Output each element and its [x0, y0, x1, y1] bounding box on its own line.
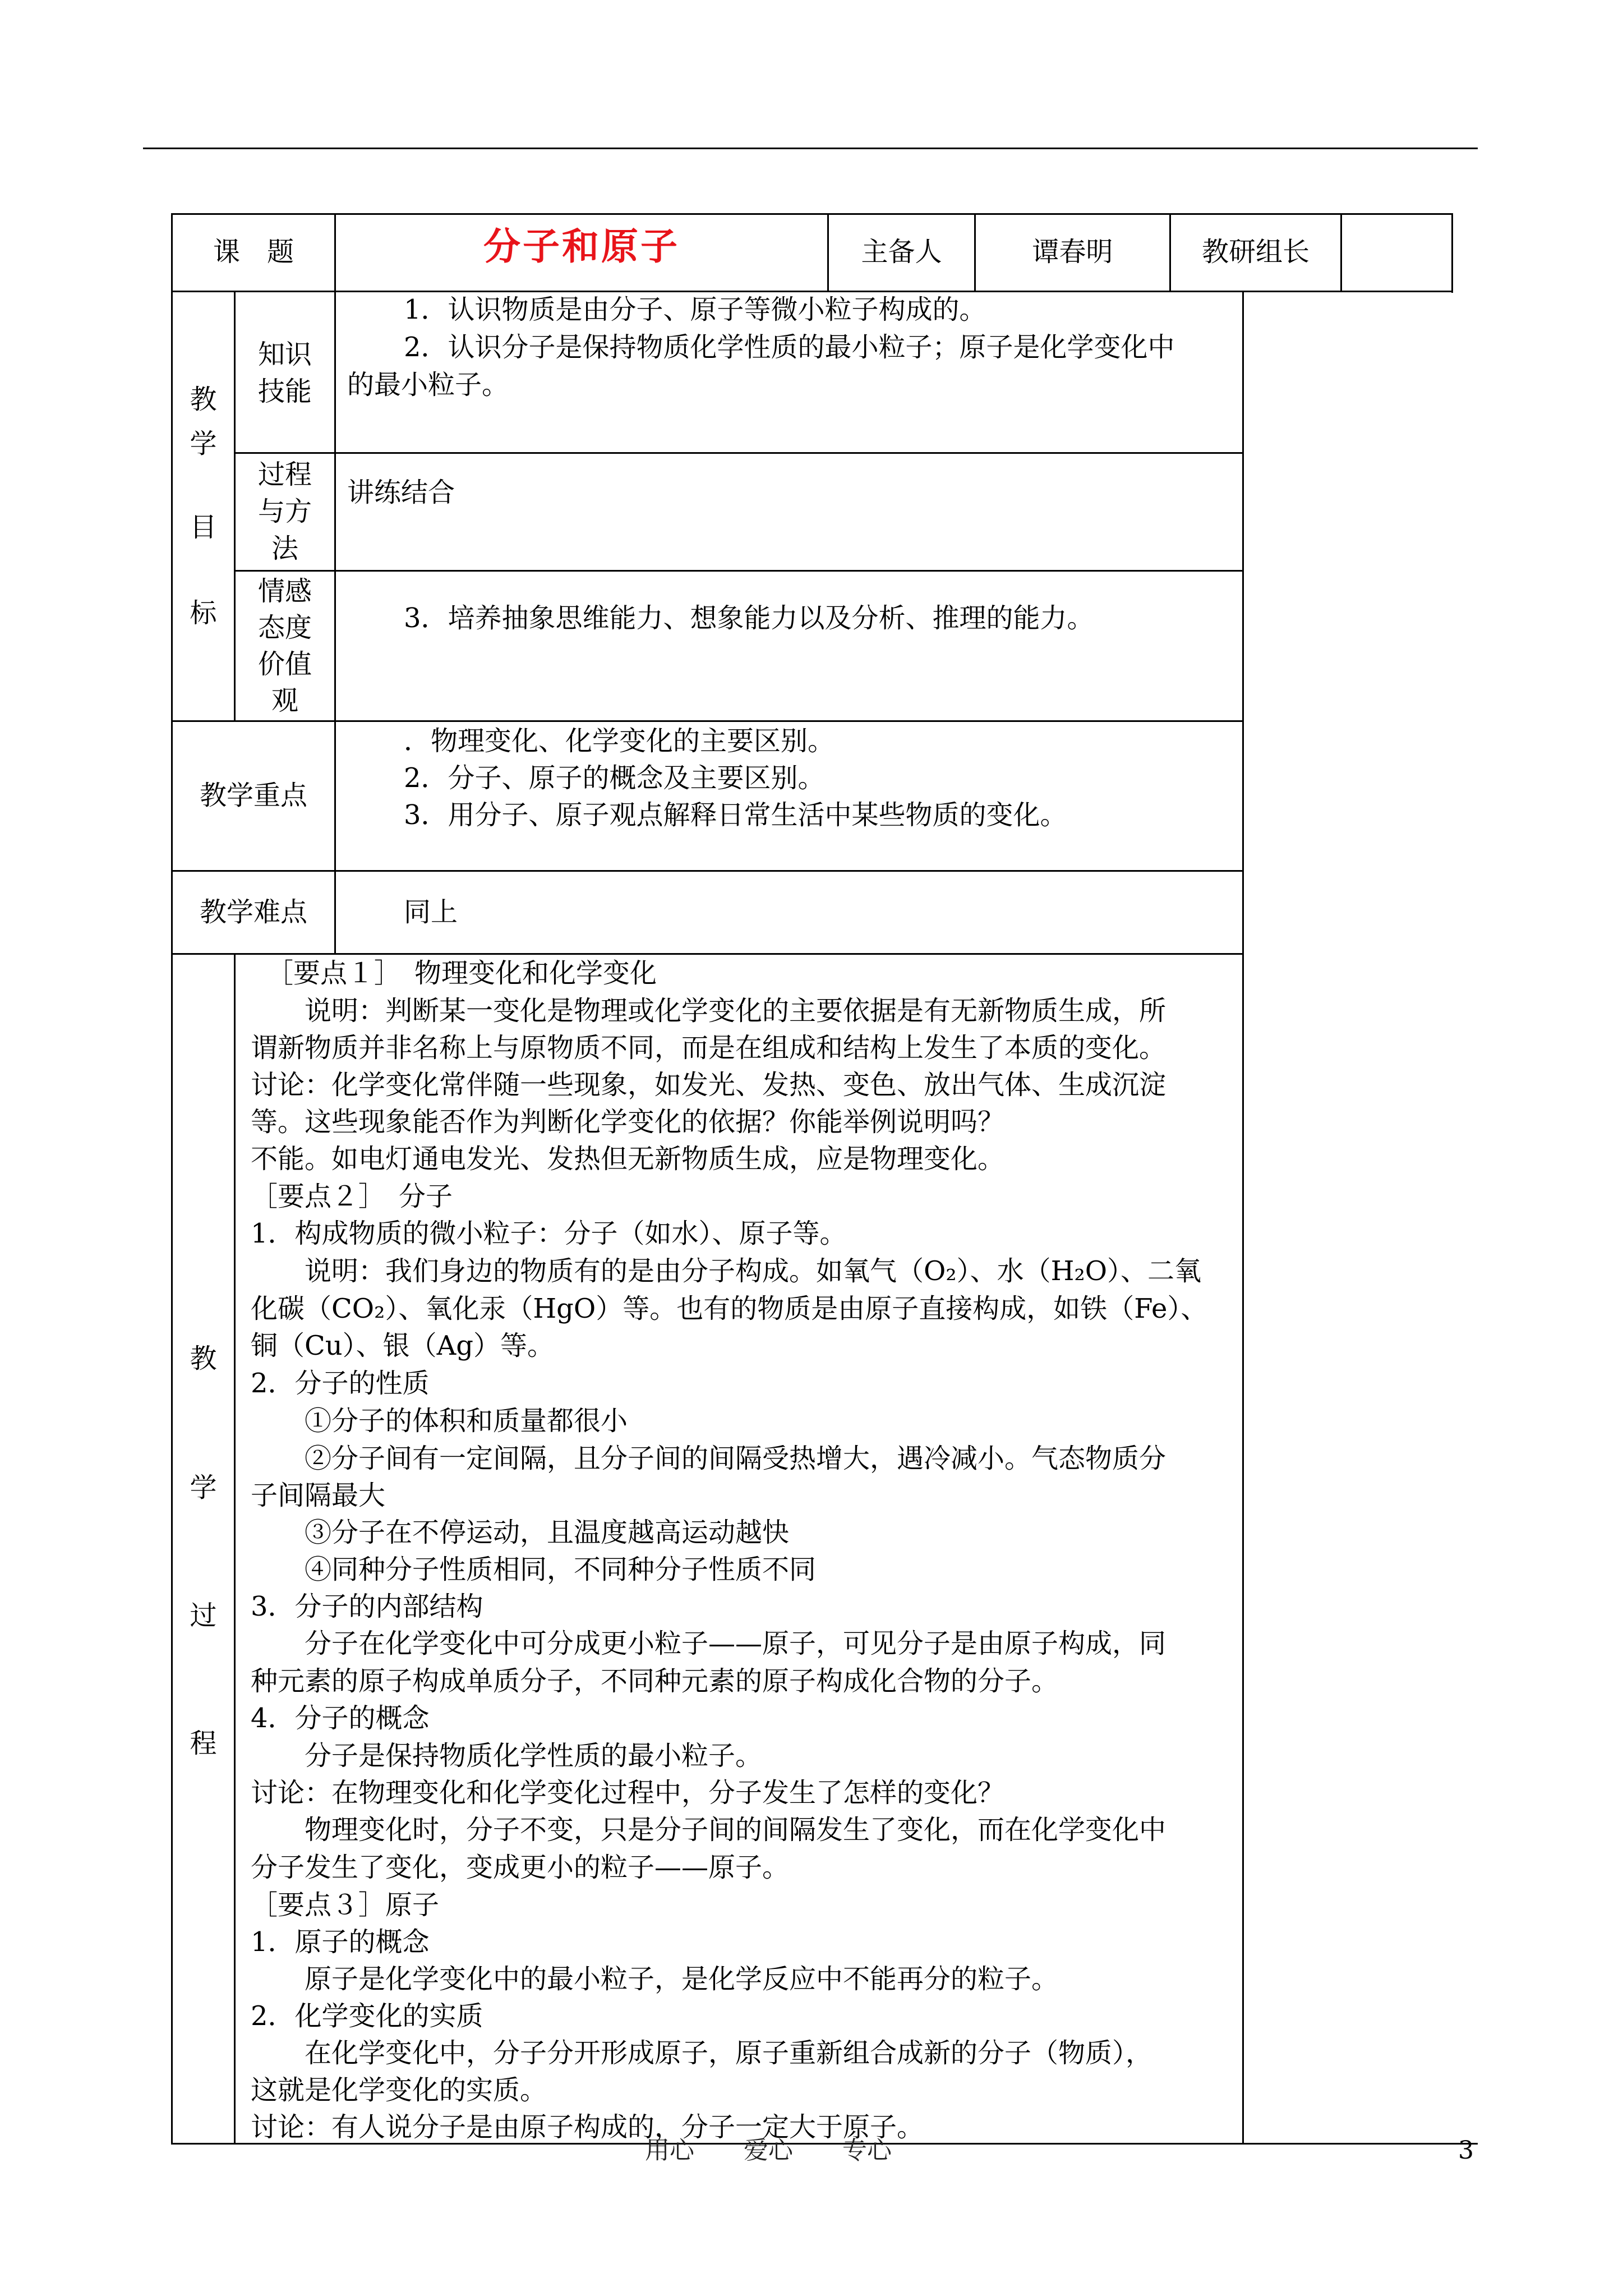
emotion-label-line: 观: [271, 685, 298, 716]
process-line: 讨论：在物理变化和化学变化过程中，分子发生了怎样的变化？: [251, 1777, 1005, 1809]
process-line: 这就是化学变化的实质。: [251, 2074, 547, 2106]
process-line: 等。这些现象能否作为判断化学变化的依据？你能举例说明吗？: [251, 1106, 1005, 1138]
process-line: ①分子的体积和质量都很小: [251, 1405, 628, 1437]
process-divider: [234, 953, 236, 2144]
process-line: 说明：我们身边的物质有的是由分子构成。如氧气（O₂）、水（H₂O）、二氧: [251, 1255, 1202, 1287]
difficulties-text: 同上: [404, 896, 458, 928]
process-method-label-line: 过程: [257, 459, 312, 490]
keypoints-bottom: [171, 870, 1244, 872]
process-section-char: 教: [190, 1343, 217, 1374]
process-line: 3．分子的内部结构: [251, 1591, 483, 1622]
process-line: 不能。如电灯通电发光、发热但无新物质生成，应是物理变化。: [251, 1143, 1005, 1175]
process-line: 说明：判断某一变化是物理或化学变化的主要依据是有无新物质生成，所: [251, 995, 1166, 1027]
process-line: 讨论：有人说分子是由原子构成的，分子一定大于原子。: [251, 2111, 924, 2143]
process-line: ［要点３］原子: [251, 1889, 440, 1921]
process-line: 谓新物质并非名称上与原物质不同，而是在组成和结构上发生了本质的变化。: [251, 1032, 1166, 1064]
emotion-text: 3．培养抽象思维能力、想象能力以及分析、推理的能力。: [404, 602, 1094, 634]
knowledge-label-line: 知识: [257, 339, 312, 370]
objectives-section-char: 教: [190, 384, 217, 415]
footer-motto: 用心 爱心 专心: [645, 2136, 892, 2165]
process-line: 4．分子的概念: [251, 1703, 430, 1734]
process-section-char: 过: [190, 1600, 217, 1631]
process-line: ［要点２］ 分子: [251, 1181, 453, 1212]
key-points-label: 教学重点: [199, 780, 307, 811]
process-line: 1．原子的概念: [251, 1926, 430, 1958]
objectives-section-char: 标: [190, 597, 217, 629]
process-line: 分子在化学变化中可分成更小粒子——原子，可见分子是由原子构成，同: [251, 1628, 1166, 1659]
process-line: 分子是保持物质化学性质的最小粒子。: [251, 1740, 763, 1772]
course-label: 课 题: [213, 236, 294, 268]
key-point-line: 2．分子、原子的概念及主要区别。: [404, 762, 825, 794]
process-line: 化碳（CO₂）、氧化汞（HgO）等。也有的物质是由原子直接构成，如铁（Fe）、: [251, 1293, 1208, 1324]
process-line: 在化学变化中，分子分开形成原子，原子重新组合成新的分子（物质），: [251, 2037, 1153, 2069]
emotion-label-line: 态度: [257, 612, 312, 643]
process-line: 子间隔最大: [251, 1480, 386, 1511]
page-top-rule: [143, 148, 1478, 149]
objectives-divider-b: [334, 291, 336, 954]
header-divider-5: [1340, 213, 1342, 292]
process-line: 铜（Cu）、银（Ag）等。: [251, 1330, 555, 1361]
knowledge-label-line: 技能: [257, 376, 312, 407]
knowledge-text-line: 1．认识物质是由分子、原子等微小粒子构成的。: [404, 294, 986, 325]
preparer-name: 谭春明: [1032, 236, 1113, 268]
process-line: 讨论：化学变化常伴随一些现象，如发光、发热、变色、放出气体、生成沉淀: [251, 1069, 1166, 1101]
table-border-top: [171, 213, 1453, 215]
process-line: 种元素的原子构成单质分子，不同种元素的原子构成化合物的分子。: [251, 1665, 1059, 1697]
difficulties-label: 教学难点: [199, 896, 307, 928]
process-line: 1．构成物质的微小粒子：分子（如水）、原子等。: [251, 1218, 847, 1249]
process-method-label-line: 法: [271, 533, 298, 564]
process-line: ［要点１］ 物理变化和化学变化: [266, 958, 657, 989]
process-section-char: 学: [190, 1472, 217, 1503]
objectives-section-char: 目: [190, 512, 217, 543]
process-line: ②分子间有一定间隔，且分子间的间隔受热增大，遇冷减小。气态物质分: [251, 1443, 1166, 1474]
group-leader-label: 教研组长: [1201, 236, 1310, 268]
objectives-section-char: 学: [190, 428, 217, 459]
process-line: 2．化学变化的实质: [251, 2000, 483, 2032]
knowledge-text-line: 2．认识分子是保持物质化学性质的最小粒子；原子是化学变化中: [404, 332, 1175, 363]
process-row-bottom: [234, 570, 1244, 572]
process-line: ④同种分子性质相同，不同种分子性质不同: [251, 1554, 817, 1585]
knowledge-row-bottom: [234, 452, 1244, 454]
preparer-label: 主备人: [861, 236, 942, 268]
process-section-char: 程: [190, 1728, 217, 1759]
page-title: 分子和原子: [483, 224, 680, 268]
emotion-label-line: 价值: [257, 648, 312, 680]
process-line: ③分子在不停运动，且温度越高运动越快: [251, 1517, 790, 1548]
process-method-text: 讲练结合: [347, 477, 455, 508]
process-method-label-line: 与方: [257, 496, 312, 527]
page-number: 3: [1458, 2136, 1474, 2165]
table-border-right: [1451, 213, 1453, 293]
key-point-line: 3．用分子、原子观点解释日常生活中某些物质的变化。: [404, 799, 1067, 831]
process-line: 原子是化学变化中的最小粒子，是化学反应中不能再分的粒子。: [251, 1963, 1059, 1995]
process-line: 2．分子的性质: [251, 1368, 430, 1399]
knowledge-text-line: 的最小粒子。: [347, 369, 509, 401]
emotion-label-line: 情感: [257, 576, 312, 607]
process-line: 分子发生了变化，变成更小的粒子——原子。: [251, 1852, 790, 1883]
table-border-left: [171, 213, 173, 2144]
process-line: 物理变化时，分子不变，只是分子间的间隔发生了变化，而在化学变化中: [251, 1814, 1166, 1846]
key-point-line: ．物理变化、化学变化的主要区别。: [404, 725, 835, 757]
